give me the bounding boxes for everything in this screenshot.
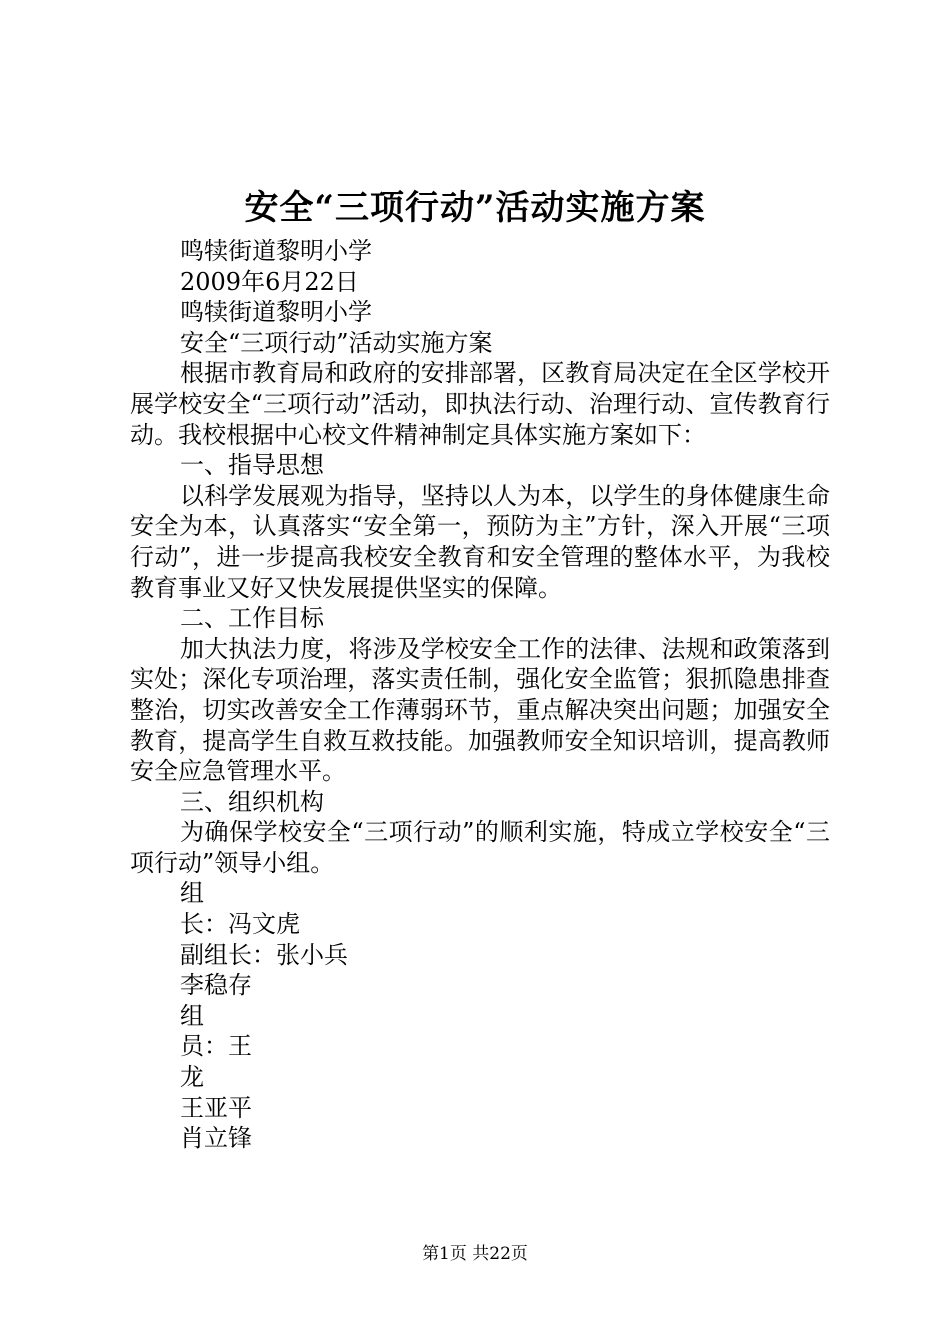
- section-paragraph-work-goals: 加大执法力度，将涉及学校安全工作的法律、法规和政策落到实处；深化专项治理，落实责任制，强化安全监管；狠抓隐患排查整治，切实改善安全工作薄弱环节，重点解决突出问题；加强安全教育，提高学生自救互救技能。加强教师安全知识培训，提高教师安全应急管理水平。: [130, 634, 830, 786]
- section-paragraph-guiding-thought: 以科学发展观为指导，坚持以人为本，以学生的身体健康生命安全为本，认真落实“安全第一，预防为主”方针，深入开展“三项行动”，进一步提高我校安全教育和安全管理的整体水平，为我校教育事业又好又快发展提供坚实的保障。: [130, 481, 830, 602]
- document-body: [130, 236, 830, 1154]
- school-name-line: 鸣犊街道黎明小学: [180, 237, 372, 265]
- member-line: 组: [180, 879, 204, 908]
- member-line: 龙: [180, 1063, 204, 1092]
- section-heading-organization: 三、组织机构: [180, 787, 324, 816]
- section-heading-guiding-thought: 一、指导思想: [180, 451, 324, 480]
- member-line: 员：王: [180, 1032, 252, 1061]
- member-line: 肖立锋: [180, 1124, 252, 1153]
- page-footer: 第1页 共22页: [422, 1244, 528, 1264]
- section-heading-work-goals: 二、工作目标: [180, 604, 324, 633]
- member-line: 李稳存: [180, 971, 252, 1000]
- school-name-line-2: 鸣犊街道黎明小学: [180, 298, 372, 327]
- intro-paragraph: 根据市教育局和政府的安排部署，区教育局决定在全区学校开展学校安全“三项行动”活动，即执法行动、治理行动、宣传教育行动。我校根据中心校文件精神制定具体实施方案如下：: [130, 359, 830, 449]
- date-line: 2009年6月22日: [180, 267, 359, 296]
- plan-subtitle: 安全“三项行动”活动实施方案: [180, 328, 493, 357]
- member-line: 副组长：张小兵: [180, 940, 348, 969]
- member-line: 王亚平: [180, 1093, 252, 1122]
- document-title: 安全“三项行动”活动实施方案: [244, 188, 706, 228]
- section-paragraph-organization: 为确保学校安全“三项行动”的顺利实施，特成立学校安全“三项行动”领导小组。: [130, 818, 830, 877]
- member-line: 组: [180, 1001, 204, 1030]
- member-line: 长：冯文虎: [180, 910, 300, 939]
